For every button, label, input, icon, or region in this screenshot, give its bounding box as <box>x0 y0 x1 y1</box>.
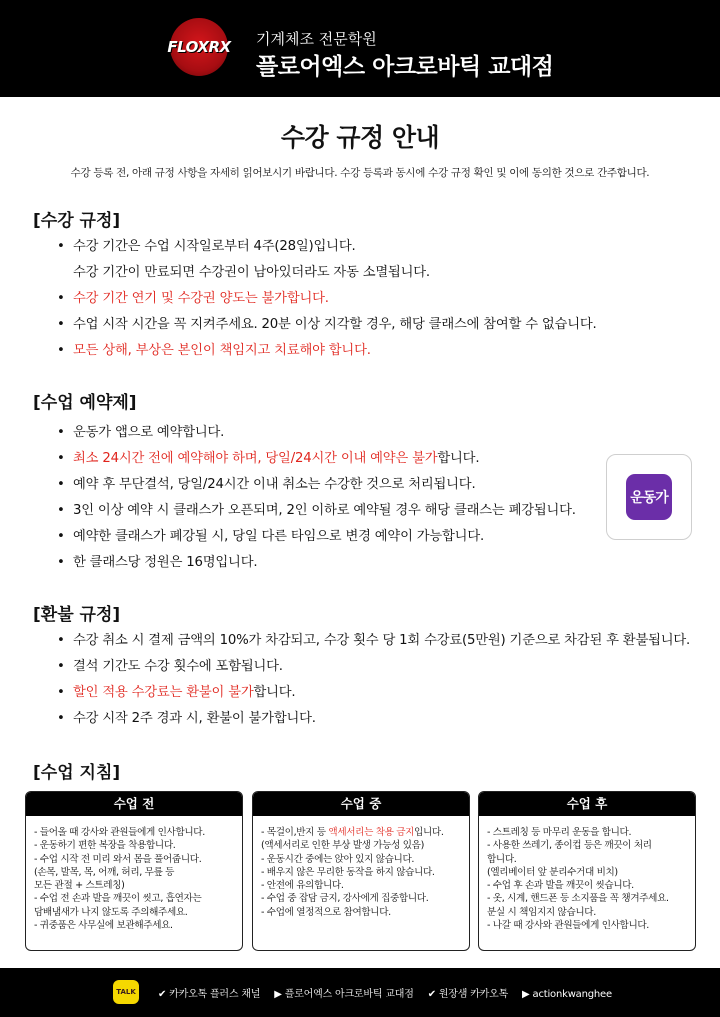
director-kakao-id[interactable]: ▶ actionkwanghee <box>522 989 612 1000</box>
guide-list-during <box>253 826 469 919</box>
guide-title-during: 수업 중 <box>253 792 469 816</box>
list-item: • 3인 이상 예약 시 클래스가 오픈되며, 2인 이하로 예약될 경우 해당 클래스는 폐강됩니다. <box>55 498 576 524</box>
guide-line: - 수업 후 손과 발을 깨끗이 씻습니다. <box>487 880 634 892</box>
guide-line: (손목, 발목, 목, 어깨, 허리, 무릎 등 <box>34 866 175 878</box>
guide-line: - 운동하기 편한 복장을 착용합니다. <box>34 840 176 852</box>
list-item: • 수강 기간은 수업 시작일로부터 4주(28일)입니다. <box>55 234 597 260</box>
guide-box-during <box>252 791 470 951</box>
list-item-mixed <box>55 446 576 472</box>
section-heading-refund: [환불 규정] <box>33 605 121 625</box>
guide-line: (액세서리로 인한 부상 발생 가능성 있음) <box>261 840 424 852</box>
guide-warning-text: 액세서리는 착용 금지 <box>328 827 415 838</box>
guide-line: 합니다. <box>487 853 517 865</box>
list-item: • 수강 시작 2주 경과 시, 환불이 불가합니다. <box>55 706 690 732</box>
academy-logo <box>162 14 236 80</box>
refund-list <box>55 628 690 732</box>
header-subtitle: 기계체조 전문학원 <box>256 30 377 48</box>
guide-list-before <box>26 826 242 932</box>
section-heading-rules: [수강 규정] <box>33 211 121 231</box>
kakao-channel-link[interactable]: ▶ 플로어엑스 아크로바틱 교대점 <box>274 989 414 1000</box>
guide-line: 모든 관절 + 스트레칭) <box>34 880 125 892</box>
guide-box-before <box>25 791 243 951</box>
kakaotalk-icon[interactable]: TALK <box>113 980 139 1004</box>
header-bar <box>0 0 720 97</box>
guide-line: - 옷, 시계, 핸드폰 등 소지품을 꼭 챙겨주세요. <box>487 893 669 905</box>
undongga-app-icon[interactable]: 운동가 <box>626 474 672 520</box>
director-kakao-label: ✔ 원장샘 카카오톡 <box>427 989 509 1000</box>
rules-list <box>55 234 597 364</box>
guide-line: - 나갈 때 강사와 관원들에게 인사합니다. <box>487 920 649 932</box>
list-item: • 수업 시작 시간을 꼭 지켜주세요. 20분 이상 지각할 경우, 해당 클래스에 참여할 수 없습니다. <box>55 312 597 338</box>
guide-line: - 안전에 유의합니다. <box>261 880 344 892</box>
app-icon-card[interactable] <box>606 454 692 540</box>
list-item: • 예약 후 무단결석, 당일/24시간 이내 취소는 수강한 것으로 처리됩니다. <box>55 472 576 498</box>
list-item-continuation: 수강 기간이 만료되면 수강권이 남아있더라도 자동 소멸됩니다. <box>73 265 430 280</box>
guide-line: - 수업에 열정적으로 참여합니다. <box>261 906 391 918</box>
guide-title-after: 수업 후 <box>479 792 695 816</box>
header-title: 플로어엑스 아크로바틱 교대점 <box>256 54 554 80</box>
guide-line <box>261 826 469 839</box>
booking-list <box>55 420 576 576</box>
guide-line: - 스트레칭 등 마무리 운동을 합니다. <box>487 827 632 838</box>
guide-title-before: 수업 전 <box>26 792 242 816</box>
section-heading-booking: [수업 예약제] <box>33 393 137 413</box>
section-heading-guide: [수업 지침] <box>33 763 121 783</box>
footer-bar <box>0 968 720 1017</box>
kakao-channel-label: ✔ 카카오톡 플러스 채널 <box>158 989 261 1000</box>
list-item: • 결석 기간도 수강 횟수에 포함됩니다. <box>55 654 690 680</box>
normal-text: 합니다. <box>253 685 296 700</box>
guide-list-after <box>479 826 695 932</box>
guide-line-part: 입니다. <box>414 827 444 838</box>
guide-line: - 수업 시작 전 미리 와서 몸을 풀어줍니다. <box>34 853 202 865</box>
list-item: • 예약한 클래스가 폐강될 시, 당일 다른 타임으로 변경 예약이 가능합니다. <box>55 524 576 550</box>
guide-line: - 사용한 쓰레기, 종이컵 등은 깨끗이 처리 <box>487 840 652 852</box>
guide-line-part: - 목걸이,반지 등 <box>261 827 329 838</box>
warning-text: 할인 적용 수강료는 환불이 불가 <box>73 685 254 700</box>
guide-line: - 운동시간 중에는 앉아 있지 않습니다. <box>261 853 415 865</box>
guide-line: 분실 시 책임지지 않습니다. <box>487 906 596 918</box>
logo-text: FLOXRX <box>167 38 231 56</box>
guide-line: - 귀중품은 사무실에 보관해주세요. <box>34 920 173 932</box>
guide-line: - 들어올 때 강사와 관원들에게 인사합니다. <box>34 827 205 838</box>
list-item: • 운동가 앱으로 예약합니다. <box>55 420 576 446</box>
warning-text: 최소 24시간 전에 예약해야 하며, 당일/24시간 이내 예약은 불가 <box>73 451 438 466</box>
guide-line: - 배우지 않은 무리한 동작을 하지 않습니다. <box>261 866 435 878</box>
guide-line: - 수업 전 손과 발을 깨끗이 씻고, 흡연자는 <box>34 893 202 905</box>
list-item: • 한 클래스당 정원은 16명입니다. <box>55 550 576 576</box>
page-title: 수강 규정 안내 <box>280 123 440 152</box>
guide-line: (엘리베이터 앞 분리수거대 비치) <box>487 866 618 878</box>
guide-line: - 수업 중 잡담 금지, 강사에게 집중합니다. <box>261 893 429 905</box>
normal-text: 합니다. <box>437 451 480 466</box>
guide-box-after <box>478 791 696 951</box>
guide-line: 담배냄새가 나지 않도록 주의해주세요. <box>34 906 188 918</box>
list-item: • 수강 취소 시 결제 금액의 10%가 차감되고, 수강 횟수 당 1회 수강료(5만원) 기준으로 차감된 후 환불됩니다. <box>55 628 690 654</box>
list-item-warning: • 수강 기간 연기 및 수강권 양도는 불가합니다. <box>55 286 597 312</box>
footer-text <box>158 985 626 1000</box>
list-item-warning: • 모든 상해, 부상은 본인이 책임지고 치료해야 합니다. <box>55 338 597 364</box>
list-item-mixed <box>55 680 690 706</box>
intro-text: 수강 등록 전, 아래 규정 사항을 자세히 읽어보시기 바랍니다. 수강 등록과 동시에 수강 규정 확인 및 이에 동의한 것으로 간주합니다. <box>70 167 650 179</box>
